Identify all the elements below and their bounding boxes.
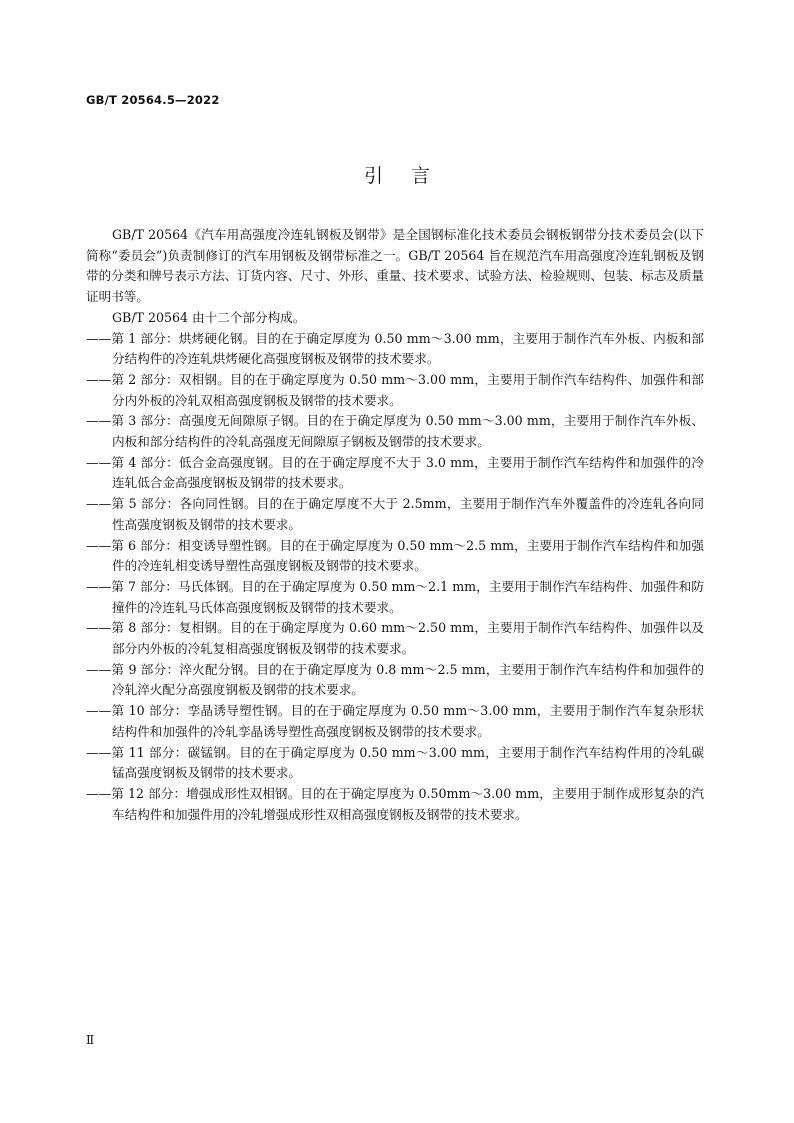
part-item: ——第 4 部分：低合金高强度钢。目的在于确定厚度不大于 3.0 mm，主要用于制作汽车结构件和加强件的冷连轧低合金高强度钢板及钢带的技术要求。 [86,454,704,491]
part-item: ——第 3 部分：高强度无间隙原子钢。目的在于确定厚度为 0.50 mm～3.00 mm，主要用于制作汽车外板、内板和部分结构件的冷轧高强度无间隙原子钢板及钢带的技术要求。 [86,413,704,450]
part-item: ——第 12 部分：增强成形性双相钢。目的在于确定厚度为 0.50mm～3.00 mm，主要用于制作成形复杂的汽车结构件和加强件用的冷轧增强成形性双相高强度钢板及钢带的技术要求。 [86,785,704,822]
part-item: ——第 2 部分：双相钢。目的在于确定厚度为 0.50 mm～3.00 mm，主要用于制作汽车结构件、加强件和部分内外板的冷轧双相高强度钢板及钢带的技术要求。 [86,371,704,408]
part-item: ——第 7 部分：马氏体钢。目的在于确定厚度为 0.50 mm～2.1 mm，主要用于制作汽车结构件、加强件和防撞件的冷连轧马氏体高强度钢板及钢带的技术要求。 [86,578,704,615]
part-item: ——第 9 部分：淬火配分钢。目的在于确定厚度为 0.8 mm～2.5 mm，主要用于制作汽车结构件和加强件的冷轧淬火配分高强度钢板及钢带的技术要求。 [86,661,704,698]
part-item: ——第 6 部分：相变诱导塑性钢。目的在于确定厚度为 0.50 mm～2.5 mm，主要用于制作汽车结构件和加强件的冷连轧相变诱导塑性高强度钢板及钢带的技术要求。 [86,537,704,574]
part-item: ——第 8 部分：复相钢。目的在于确定厚度为 0.60 mm～2.50 mm，主要用于制作汽车结构件、加强件以及部分内外板的冷轧复相高强度钢板及钢带的技术要求。 [86,620,704,657]
part-item: ——第 5 部分：各向同性钢。目的在于确定厚度不大于 2.5mm，主要用于制作汽车外覆盖件的冷连轧各向同性高强度钢板及钢带的技术要求。 [86,496,704,532]
part-item: ——第 1 部分：烘烤硬化钢。目的在于确定厚度为 0.50 mm～3.00 mm，主要用于制作汽车外板、内板和部分结构件的冷连轧烘烤硬化高强度钢板及钢带的技术要求。 [86,330,704,367]
parts-count-paragraph: GB/T 20564 由十二个部分构成。 [112,309,306,325]
page-number: Ⅱ [86,1033,95,1047]
intro-paragraph: GB/T 20564《汽车用高强度冷连轧钢板及钢带》是全国钢标准化技术委员会钢板钢带分技术委员会(以下简称“委员会”)负责制修订的汽车用钢板及钢带标准之一。GB/T 20564 旨在规范汽车用高强度冷连轧钢板及钢带的分类和牌号表示方法、订货内容、尺寸、外形、重量、技术要求、试验方法、检验规则、包装、标志及质量证明书等。 [86,227,704,305]
body-text [86,225,704,825]
part-item: ——第 11 部分：碳锰钢。目的在于确定厚度为 0.50 mm～3.00 mm，主要用于制作汽车结构件用的冷轧碳锰高强度钢板及钢带的技术要求。 [86,744,704,781]
section-title: 引言 [363,165,458,187]
part-item: ——第 10 部分：孪晶诱导塑性钢。目的在于确定厚度为 0.50 mm～3.00 mm，主要用于制作汽车复杂形状结构件和加强件的冷轧孪晶诱导塑性高强度钢板及钢带的技术要求。 [86,703,704,739]
standard-number: GB/T 20564.5—2022 [86,93,220,107]
